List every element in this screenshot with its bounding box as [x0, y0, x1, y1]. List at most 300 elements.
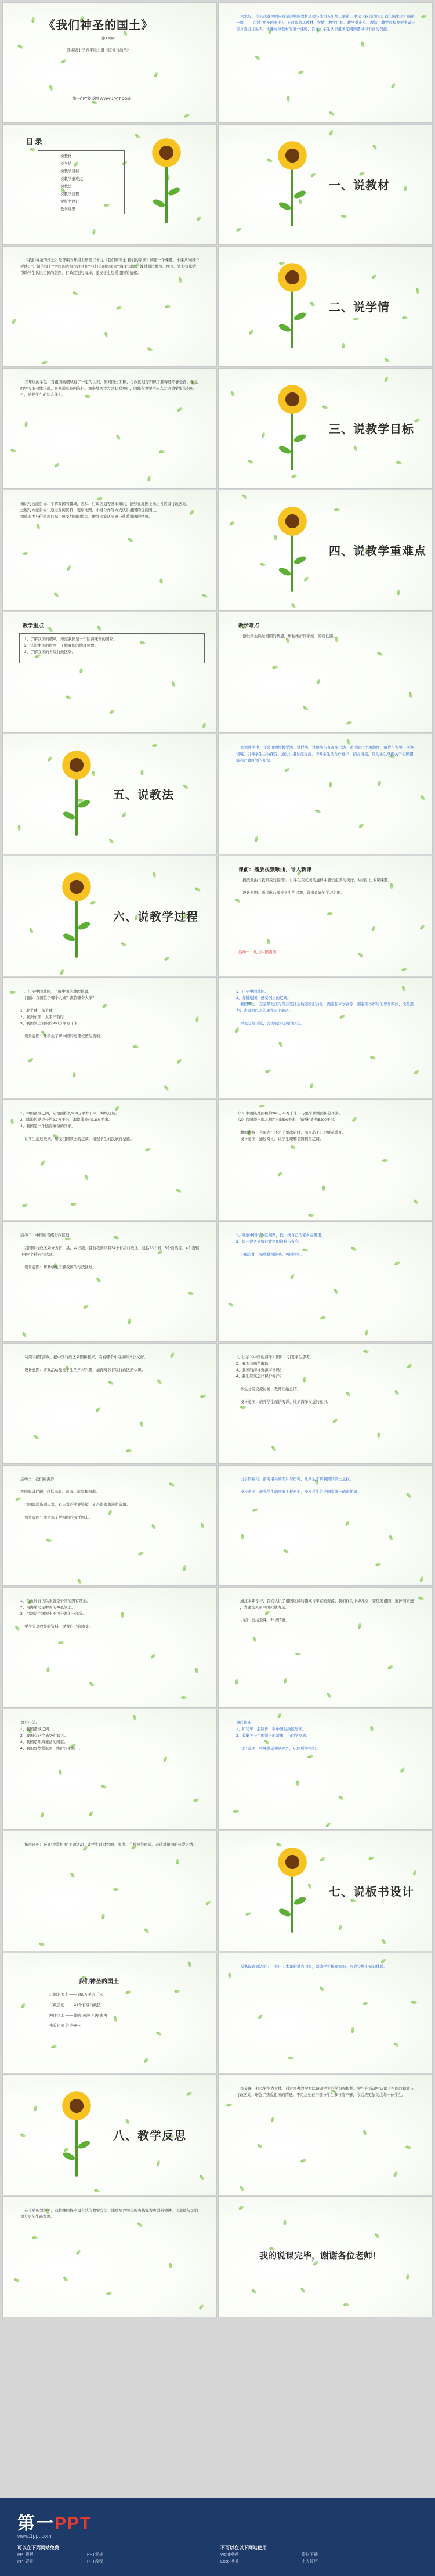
leaf-decoration — [270, 2116, 275, 2123]
leaf-decoration — [53, 591, 60, 597]
slide-s35[interactable] — [2, 2074, 217, 2195]
leaf-decoration — [58, 1641, 64, 1645]
leaf-decoration — [200, 1522, 205, 1529]
leaf-decoration — [242, 493, 248, 499]
leaf-decoration — [300, 2158, 306, 2163]
toc-item[interactable]: 教学反思 — [60, 207, 75, 211]
leaf-decoration — [240, 1406, 246, 1409]
leaf-decoration — [150, 1653, 157, 1659]
leaf-decoration — [97, 625, 102, 632]
sunflower-illustration — [58, 749, 95, 836]
leaf-decoration — [338, 1795, 344, 1801]
leaf-decoration — [176, 1058, 182, 1065]
slide-body: 播放歌曲《我和我的祖国》，让学生在优美的旋律中感受祖国的美好，从而引出本课课题。 设计意图：通过歌曲激发学生的兴趣，营造良好的学习氛围。 — [242, 878, 392, 895]
leaf-decoration — [234, 898, 241, 904]
leaf-decoration — [84, 1174, 89, 1181]
leaf-decoration — [278, 1041, 284, 1048]
leaf-decoration — [377, 1432, 380, 1438]
leaf-decoration — [188, 1291, 194, 1296]
leaf-decoration — [363, 1350, 369, 1354]
leaf-decoration — [240, 2185, 245, 2192]
leaf-decoration — [100, 1784, 107, 1789]
leaf-decoration — [362, 2001, 369, 2005]
slide-s36[interactable] — [218, 2074, 433, 2195]
leaf-decoration — [412, 1870, 417, 1876]
leaf-decoration — [227, 1302, 234, 1307]
slide-body: 1、出示《中国的海洋》图片，引发学生思考。 2、我国有哪些海域？ 3、我国的海洋资源丰富吗？ 4、我们应该怎样保护海洋？ 学生分组交流讨论，教师归纳总结。 设计意图：培养学生保护海洋、维护海洋权益的意识。 — [236, 1355, 331, 1404]
sunflower-illustration — [58, 2090, 95, 2177]
leaf-decoration — [155, 2031, 162, 2036]
leaf-decoration — [30, 148, 35, 151]
board-row: 辽阔的国土 —— 960万平方千米 — [49, 1993, 103, 1997]
leaf-decoration — [125, 2119, 130, 2125]
leaf-decoration — [381, 1939, 386, 1945]
leaf-decoration — [358, 952, 364, 958]
sunflower-illustration — [58, 871, 95, 958]
leaf-decoration — [198, 2304, 204, 2310]
slide-s32[interactable] — [218, 1831, 433, 1951]
slide-s4[interactable] — [218, 124, 433, 245]
leaf-decoration — [329, 129, 334, 136]
leaf-decoration — [341, 214, 347, 218]
slide-body: 《我们神圣的国土》是部编五年级上册第三单元《我们的国土 我们的家园》的第一个课题。本课共分四个板块：“辽阔的国土”“中国的省级行政区划”“我们美丽的家园”“海洋资源”。教材通过地图、图片、资料等形式，帮助学生认识祖国的版图、行政区划与海洋，激发学生热爱祖国的情感。 — [20, 258, 200, 275]
leaf-decoration — [54, 462, 60, 468]
toc-item[interactable]: 说教学重难点 — [60, 177, 83, 181]
footer-link[interactable]: PPT模板 — [17, 2553, 34, 2557]
leaf-decoration — [195, 1668, 199, 1674]
slide-s20[interactable] — [218, 1099, 433, 1220]
slide-s17[interactable] — [2, 977, 217, 1098]
slide-body: 利用“拼图”游戏，把中国行政区划图拼起来，看看哪个小组拼得又快又好。 设计意图：游戏活动激发学生的学习兴趣，加深对各省级行政区的认识。 — [24, 1355, 148, 1372]
leaf-decoration — [252, 1508, 258, 1513]
footer-banner — [0, 2498, 435, 2576]
toc-item[interactable]: 说板书设计 — [60, 200, 79, 204]
leaf-decoration — [175, 1188, 182, 1194]
slide-s9[interactable] — [2, 490, 217, 611]
leaf-decoration — [10, 1119, 14, 1125]
leaf-decoration — [413, 1199, 419, 1205]
leaf-decoration — [108, 709, 115, 715]
footer-link[interactable]: PPT教程 — [87, 2560, 103, 2564]
slide-s25[interactable] — [2, 1465, 217, 1586]
leaf-decoration — [151, 1524, 157, 1530]
leaf-decoration — [139, 1421, 143, 1427]
leaf-decoration — [342, 343, 345, 349]
footer-column-free: 可以在下列网站免费 PPT模板 PPT背景 — [17, 2545, 59, 2566]
footer-column-free-2 — [87, 2545, 103, 2566]
leaf-decoration — [322, 1185, 325, 1191]
leaf-decoration — [374, 2232, 380, 2239]
leaf-decoration — [405, 2145, 411, 2150]
leaf-decoration — [248, 329, 254, 335]
leaf-decoration — [145, 1148, 151, 1152]
leaf-decoration — [193, 1798, 199, 1803]
slide-body: 1、中国疆域辽阔，陆地面积约960万平方千米，海域辽阔。 2、陆地边界线长约2.2万千米，海岸线长约1.8万千米。 3、我国是一个陆海兼备的国家。 让学生通过数据，感受祖国领土的辽阔，增强学生的民族自豪感。 — [20, 1112, 134, 1141]
slide-s18[interactable] — [218, 977, 433, 1098]
leaf-decoration — [396, 461, 403, 465]
leaf-decoration — [183, 1565, 187, 1571]
leaf-decoration — [34, 2105, 38, 2112]
leaf-decoration — [247, 459, 253, 464]
leaf-decoration — [384, 376, 389, 383]
slide-body: 通过本课学习，我们认识了祖国辽阔的疆域与丰富的资源。我们作为中华儿女，要热爱祖国，维护国家统一，为建设美丽中国贡献力量。 小结：总结全课，升华情感。 — [236, 1599, 414, 1622]
leaf-decoration — [13, 2278, 20, 2283]
slide-s26[interactable] — [218, 1465, 433, 1586]
leaf-decoration — [200, 1394, 206, 1398]
leaf-decoration — [260, 562, 266, 567]
leaf-decoration — [420, 795, 426, 801]
slide-s27[interactable] — [2, 1587, 217, 1708]
leaf-decoration — [277, 1171, 284, 1177]
leaf-decoration — [27, 1058, 34, 1063]
slide-s3[interactable] — [2, 124, 217, 245]
leaf-decoration — [201, 593, 208, 598]
leaf-decoration — [393, 2041, 400, 2047]
section-title: 二、说学情 — [329, 301, 390, 314]
toc-item[interactable]: 说教法 — [60, 185, 72, 189]
section-title: 一、说教材 — [329, 179, 390, 192]
leaf-decoration — [364, 1329, 369, 1336]
slide-note: 活动一：认识中国版图 — [238, 950, 276, 954]
toc-title: 目 录 — [26, 138, 42, 146]
leaf-decoration — [164, 1085, 169, 1091]
leaf-decoration — [146, 347, 153, 351]
slide-s6[interactable] — [218, 246, 433, 367]
slide-s5[interactable] — [2, 246, 217, 367]
leaf-decoration — [72, 291, 78, 296]
slide-body: 本课教学中，我采用情境教学法、讲授法、讨论法与直观演示法。通过展示中国地图、图片与视频，创设情境，引导学生主动探究；通过小组讨论交流，培养学生的合作意识；结合讲授，帮助学生掌握关于祖国疆域和行政区划的知识。 — [236, 746, 414, 763]
leaf-decoration — [165, 305, 171, 309]
leaf-decoration — [258, 2014, 263, 2020]
toc-item[interactable]: 说教学目标 — [60, 169, 79, 174]
leaf-decoration — [350, 1899, 357, 1903]
leaf-decoration — [238, 2205, 244, 2211]
leaf-decoration — [135, 133, 141, 139]
slide-s33[interactable] — [2, 1953, 217, 2073]
leaf-decoration — [159, 450, 165, 453]
leaf-decoration — [397, 589, 400, 595]
leaf-decoration — [24, 421, 28, 427]
leaf-decoration — [19, 2133, 26, 2137]
leaf-decoration — [137, 2221, 143, 2227]
leaf-decoration — [63, 2276, 68, 2282]
leaf-decoration — [264, 1069, 271, 1073]
thanks-text: 我的说课完毕，谢谢各位老师！ — [259, 2251, 382, 2261]
leaf-decoration — [169, 2263, 172, 2268]
leaf-decoration — [66, 565, 71, 571]
slide-s2[interactable] — [218, 2, 433, 123]
leaf-decoration — [327, 912, 334, 915]
toc-item[interactable]: 说教材 — [60, 154, 72, 158]
slide-s13[interactable] — [2, 734, 217, 854]
leaf-decoration — [411, 2000, 418, 2004]
leaf-decoration — [97, 497, 103, 501]
leaf-decoration — [283, 1677, 288, 1684]
leaf-decoration — [144, 1928, 150, 1934]
slide-body: 激发学生热爱祖国的情感，增强维护国家统一的责任感。 — [238, 634, 337, 638]
leaf-decoration — [48, 626, 53, 633]
leaf-decoration — [360, 41, 364, 48]
focus-item: 2、认识中国的版图，了解我国的地理位置。 — [24, 644, 99, 648]
leaf-decoration — [29, 928, 34, 934]
leaf-decoration — [362, 2130, 367, 2136]
leaf-decoration — [287, 96, 290, 102]
slide-body: 活动三：我们的海洋 我国海域辽阔，包括渤海、黄海、东海和南海。 我国海洋资源丰富，有丰富的渔业资源、矿产资源和旅游资源。 设计意图：让学生了解祖国的海洋国土。 — [20, 1477, 130, 1520]
leaf-decoration — [202, 722, 206, 728]
leaf-decoration — [371, 925, 376, 932]
footer-logo[interactable]: 第一PPT — [17, 2514, 92, 2533]
leaf-decoration — [137, 1551, 144, 1556]
deck-meta: 部编版小学五年级上册《道德与法治》 — [67, 48, 131, 52]
slide-s24[interactable] — [218, 1343, 433, 1464]
leaf-decoration — [70, 1872, 75, 1878]
toc-item[interactable]: 说学情 — [60, 162, 72, 166]
leaf-decoration — [228, 1972, 231, 1978]
leaf-decoration — [325, 1821, 332, 1828]
footer-link[interactable]: 个人简历 — [302, 2560, 318, 2564]
sunflower-illustration — [148, 136, 185, 223]
leaf-decoration — [157, 1379, 163, 1385]
leaf-decoration — [152, 872, 157, 878]
leaf-decoration — [229, 520, 235, 526]
leaf-decoration — [233, 1810, 239, 1813]
leaf-decoration — [256, 2144, 263, 2149]
leaf-decoration — [113, 1888, 119, 1891]
leaf-decoration — [308, 1213, 314, 1217]
leaf-decoration — [176, 407, 183, 412]
slide-s23[interactable] — [2, 1343, 217, 1464]
leaf-decoration — [171, 681, 176, 687]
leaf-decoration — [319, 1986, 325, 1992]
footer-link[interactable]: PPT素材 — [87, 2553, 103, 2557]
slide-heading: 课前：播放视频歌曲，导入新课 — [238, 867, 312, 872]
leaf-decoration — [372, 144, 378, 150]
slide-s7[interactable] — [2, 368, 217, 489]
leaf-decoration — [121, 811, 127, 818]
leaf-decoration — [114, 2016, 118, 2022]
leaf-decoration — [241, 1534, 244, 1539]
leaf-decoration — [376, 651, 383, 656]
slide-s19[interactable] — [2, 1099, 217, 1220]
leaf-decoration — [186, 2091, 192, 2097]
leaf-decoration — [413, 1070, 419, 1076]
leaf-decoration — [329, 781, 332, 787]
leaf-decoration — [32, 2236, 38, 2239]
leaf-decoration — [196, 215, 202, 221]
leaf-decoration — [183, 113, 190, 118]
leaf-decoration — [387, 1665, 393, 1670]
section-title: 六、说教学过程 — [113, 911, 198, 923]
slide-grid — [2, 2, 433, 2317]
leaf-decoration — [82, 1304, 89, 1309]
leaf-decoration — [320, 1316, 327, 1320]
leaf-decoration — [71, 1202, 77, 1206]
leaf-decoration — [183, 784, 189, 789]
leaf-decoration — [20, 2003, 26, 2009]
slide-s30[interactable] — [218, 1709, 433, 1830]
leaf-decoration — [421, 15, 427, 19]
leaf-decoration — [176, 1859, 179, 1864]
leaf-decoration — [102, 1913, 106, 1920]
leaf-decoration — [39, 1942, 45, 1946]
footer-website[interactable]: www.1ppt.com — [17, 2533, 52, 2539]
leaf-decoration — [60, 969, 65, 975]
leaf-decoration — [416, 288, 419, 294]
slide-body: 大家好，今天我说课的内容是部编版教材道德与法治五年级上册第三单元《我们的国土 我们的家园》的第一课——《我们神圣的国土》。下面我将从教材、学情、教学目标、教学重难点、教法、教学过程及板书设计等方面进行说明。本课对应教材的第一课时，旨在让学生认识祖国辽阔的疆域与丰富的资源。 — [236, 15, 415, 31]
slide-s11[interactable] — [2, 612, 217, 733]
leaf-decoration — [358, 822, 365, 828]
leaf-decoration — [230, 391, 235, 397]
slide-s34[interactable] — [218, 1953, 433, 2073]
leaf-decoration — [332, 1418, 338, 1424]
slide-heading: 教学难点 — [238, 623, 260, 629]
toc-item[interactable]: 说教学过程 — [60, 192, 79, 196]
leaf-decoration — [163, 1756, 168, 1762]
section-title: 四、说教学重难点 — [329, 545, 426, 558]
leaf-decoration — [21, 1203, 28, 1208]
leaf-decoration — [72, 1071, 75, 1077]
leaf-decoration — [295, 1652, 302, 1655]
slide-s14[interactable] — [218, 734, 433, 854]
leaf-decoration — [371, 273, 378, 279]
leaf-decoration — [316, 679, 321, 685]
slide-body: 出示钓鱼岛、南海诸岛的图片与资料，让学生了解我国的领土主权。 设计意图：增强学生的国家主权意识，激发学生维护国家统一的责任感。 — [240, 1477, 361, 1494]
leaf-decoration — [94, 2189, 100, 2193]
leaf-decoration — [309, 1083, 313, 1089]
sunflower-illustration — [274, 261, 311, 348]
leaf-decoration — [353, 445, 358, 452]
leaf-decoration — [296, 1780, 299, 1786]
leaf-decoration — [152, 744, 158, 747]
leaf-decoration — [389, 1535, 393, 1541]
slide-body: 在今后的教学中，我将继续探索更有效的教学方法，注重培养学生的实践能力和创新精神，让道德与法治课堂更加生动有趣。 — [20, 2209, 198, 2219]
slide-s8[interactable] — [218, 368, 433, 489]
footer-link[interactable]: Word模板 — [220, 2553, 238, 2557]
leaf-decoration — [334, 508, 340, 511]
leaf-decoration — [288, 2057, 294, 2059]
leaf-decoration — [47, 756, 53, 762]
slide-body: 1、观察中国行政区划图，找一找自己的家乡在哪里。 2、说一说各省级行政区的简称与省会。 小组合作，完成拼图游戏，巩固知识。 — [236, 1233, 325, 1257]
footer-link[interactable]: PPT背景 — [17, 2560, 34, 2564]
leaf-decoration — [178, 277, 183, 283]
leaf-decoration — [31, 17, 35, 23]
leaf-decoration — [58, 1769, 62, 1776]
slide-s31[interactable] — [2, 1831, 217, 1951]
leaf-decoration — [326, 1692, 332, 1698]
slide-s21[interactable] — [2, 1221, 217, 1342]
leaf-decoration — [310, 172, 317, 178]
leaf-decoration — [46, 1538, 52, 1543]
slide-s28[interactable] — [218, 1587, 433, 1708]
leaf-decoration — [328, 111, 335, 116]
leaf-decoration — [375, 1563, 382, 1567]
leaf-decoration — [120, 941, 126, 947]
leaf-decoration — [106, 2292, 113, 2295]
toc-box — [38, 150, 125, 214]
slide-s1[interactable] — [2, 2, 217, 123]
leaf-decoration — [89, 1681, 95, 1687]
leaf-decoration — [408, 692, 413, 698]
leaf-decoration — [315, 809, 321, 813]
leaf-decoration — [147, 475, 151, 482]
leaf-decoration — [245, 1911, 251, 1917]
leaf-decoration — [353, 317, 360, 321]
slide-s15[interactable] — [2, 856, 217, 976]
leaf-decoration — [394, 1261, 400, 1266]
leaf-decoration — [261, 432, 266, 438]
board-row: 热爱祖国 维护统一 — [49, 2024, 81, 2028]
leaf-decoration — [187, 1961, 192, 1968]
leaf-decoration — [401, 968, 408, 972]
leaf-decoration — [95, 1406, 101, 1413]
focus-item: 1、了解我国的疆域，知道我国是一个陆海兼备的国家。 — [24, 637, 117, 641]
leaf-decoration — [34, 1434, 40, 1440]
focus-item: 3、了解我国的省级行政区划。 — [24, 650, 76, 654]
leaf-decoration — [17, 44, 23, 49]
deck-website[interactable]: 第一PPT模板网-WWW.1PPT.COM — [72, 97, 130, 101]
slide-s29[interactable] — [2, 1709, 217, 1830]
leaf-decoration — [194, 887, 201, 892]
slide-s10[interactable] — [218, 490, 433, 611]
leaf-decoration — [40, 1812, 45, 1818]
leaf-decoration — [419, 1576, 425, 1582]
leaf-decoration — [21, 1332, 27, 1338]
slide-s37[interactable] — [2, 2196, 217, 2317]
leaf-decoration — [291, 602, 296, 609]
leaf-decoration — [406, 2274, 410, 2280]
leaf-decoration — [283, 2219, 286, 2225]
leaf-decoration — [125, 1990, 131, 1994]
leaf-decoration — [393, 2171, 398, 2177]
slide-body: 五年级的学生，对祖国的疆域有了一定的认识，但对国土面积、行政区划等知识了解得还不够全面。学生的学习主动性较强，喜欢通过查阅资料、观察地图等方式获取知识，因此在教学中应充分调动学生的积极性，培养学生的综合能力。 — [20, 380, 198, 397]
leaf-decoration — [226, 2103, 233, 2107]
leaf-decoration — [403, 185, 407, 192]
leaf-decoration — [291, 474, 297, 479]
leaf-decoration — [351, 2027, 354, 2033]
slide-body: 一、出示中国地图，了解中国的地理位置。 问题：我国位于哪个大洲？濒临哪个大洋？ 1、北半球、东半球 2、亚洲东部、太平洋西岸 3、我国领土面积约960万平方千米 设计意图：让学生了解中国的地理位置与面积。 — [20, 990, 104, 1038]
leaf-decoration — [96, 1277, 102, 1283]
leaf-decoration — [382, 1159, 388, 1162]
leaf-decoration — [289, 1273, 295, 1280]
leaf-decoration — [272, 665, 278, 669]
leaf-decoration — [235, 1679, 238, 1684]
footer-link[interactable]: Excel模板 — [220, 2560, 239, 2564]
slide-s38[interactable] — [218, 2196, 433, 2317]
slide-s22[interactable] — [218, 1221, 433, 1342]
leaf-decoration — [400, 1767, 405, 1773]
leaf-decoration — [41, 360, 48, 365]
slide-body: 拓展延伸：开展“我爱祖国”主题活动，让学生通过绘画、演讲、手抄报等形式，表达对祖国的热爱之情。 — [20, 1843, 197, 1847]
leaf-decoration — [108, 838, 114, 845]
leaf-decoration — [383, 358, 390, 363]
leaf-decoration — [140, 769, 144, 775]
leaf-decoration — [302, 706, 309, 712]
leaf-decoration — [402, 316, 408, 320]
leaf-decoration — [419, 924, 426, 930]
leaf-decoration — [255, 55, 261, 60]
slide-body: 知识与技能目标：了解我国的疆域、面积、行政区划等基本知识，能够在地图上指出各省级行政区划。 过程与方法目标：通过查阅资料、观察地图、小组合作等方式认识祖国的辽阔国土。 情感态度与价值观目标：感受祖国的伟大，增强国家认同感与热爱祖国的情感。 — [20, 502, 190, 519]
slide-s12[interactable] — [218, 612, 433, 733]
leaf-decoration — [36, 524, 41, 530]
leaf-decoration — [46, 1666, 50, 1673]
leaf-decoration — [181, 1696, 187, 1700]
slide-s16[interactable] — [218, 856, 433, 976]
footer-link[interactable]: 资料下载 — [302, 2553, 318, 2557]
leaf-decoration — [14, 1625, 20, 1632]
leaf-decoration — [298, 70, 304, 75]
leaf-decoration — [156, 2160, 161, 2166]
board-row: 海洋国土 —— 渤海 黄海 东海 南海 — [49, 2014, 108, 2018]
